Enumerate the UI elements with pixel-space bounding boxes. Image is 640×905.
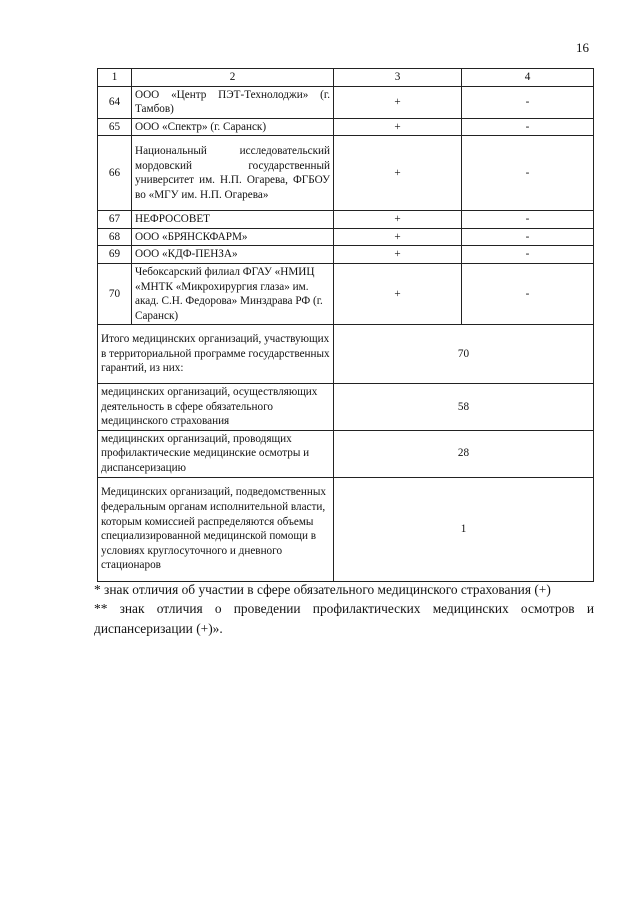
organization-name: ООО «КДФ-ПЕНЗА»	[132, 246, 334, 264]
table-header-row	[98, 69, 594, 87]
header-col-3: 3	[334, 69, 462, 87]
total-value: 58	[334, 384, 594, 431]
checkup-mark: -	[462, 118, 594, 136]
footnote-oms: * знак отличия об участии в сфере обязательного медицинского страхования (+)	[94, 582, 551, 597]
checkup-mark: -	[462, 136, 594, 211]
oms-mark: +	[334, 86, 462, 118]
total-value: 28	[334, 430, 594, 477]
total-row	[98, 384, 594, 431]
row-number: 65	[98, 118, 132, 136]
oms-mark: +	[334, 246, 462, 264]
header-col-4: 4	[462, 69, 594, 87]
total-label: Медицинских организаций, подведомственных федеральным органам исполнительной власти, которым комиссией распределяются объемы специализированной медицинской помощи в условиях круглосуточного и дневного стационаров	[98, 477, 334, 581]
table-row	[98, 211, 594, 229]
total-value: 1	[334, 477, 594, 581]
oms-mark: +	[334, 263, 462, 324]
organization-name: ООО «Центр ПЭТ-Технолоджи» (г. Тамбов)	[132, 86, 334, 118]
organizations-table	[97, 68, 594, 582]
footnote-checkups: ** знак отличия о проведении профилактических медицинских осмотров и диспансеризации (+)».	[94, 601, 594, 636]
oms-mark: +	[334, 136, 462, 211]
header-col-1: 1	[98, 69, 132, 87]
oms-mark: +	[334, 211, 462, 229]
table-row	[98, 246, 594, 264]
total-row	[98, 430, 594, 477]
oms-mark: +	[334, 118, 462, 136]
total-row	[98, 325, 594, 384]
total-row	[98, 477, 594, 581]
row-number: 70	[98, 263, 132, 324]
table-row	[98, 228, 594, 246]
table-row	[98, 263, 594, 324]
row-number: 67	[98, 211, 132, 229]
row-number: 68	[98, 228, 132, 246]
total-value: 70	[334, 325, 594, 384]
total-label: медицинских организаций, проводящих профилактические медицинские осмотры и диспансеризацию	[98, 430, 334, 477]
organization-name: ООО «БРЯНСКФАРМ»	[132, 228, 334, 246]
header-col-2: 2	[132, 69, 334, 87]
checkup-mark: -	[462, 228, 594, 246]
table-row	[98, 86, 594, 118]
checkup-mark: -	[462, 86, 594, 118]
table-row	[98, 136, 594, 211]
total-label: медицинских организаций, осуществляющих деятельность в сфере обязательного медицинского страхования	[98, 384, 334, 431]
organization-name: Национальный исследовательский мордовский государственный университет им. Н.П. Огарева, ФГБОУ во «МГУ им. Н.П. Огарева»	[132, 136, 334, 211]
table-row	[98, 118, 594, 136]
checkup-mark: -	[462, 246, 594, 264]
oms-mark: +	[334, 228, 462, 246]
total-label: Итого медицинских организаций, участвующих в территориальной программе государственных гарантий, из них:	[98, 325, 334, 384]
row-number: 64	[98, 86, 132, 118]
page-number: 16	[576, 40, 589, 55]
footnotes	[94, 580, 594, 638]
organization-name: Чебоксарский филиал ФГАУ «НМИЦ «МНТК «Микрохирургия глаза» им. акад. С.Н. Федорова» Минздрава РФ (г. Саранск)	[132, 263, 334, 324]
checkup-mark: -	[462, 263, 594, 324]
row-number: 69	[98, 246, 132, 264]
checkup-mark: -	[462, 211, 594, 229]
row-number: 66	[98, 136, 132, 211]
organization-name: ООО «Спектр» (г. Саранск)	[132, 118, 334, 136]
organization-name: НЕФРОСОВЕТ	[132, 211, 334, 229]
